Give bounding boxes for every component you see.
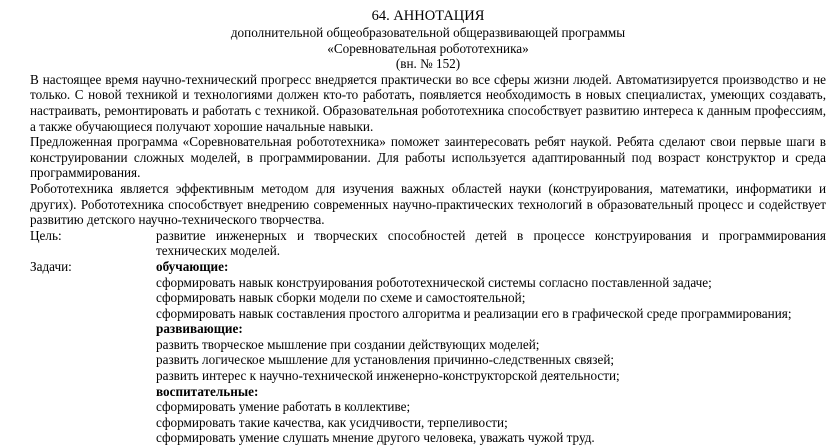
goal-text: развитие инженерных и творческих способностей детей в процессе конструирования и программирования технических моделей. <box>156 227 826 259</box>
program-number: (вн. № 152) <box>395 56 461 72</box>
task-item: сформировать навык составления простого алгоритма и реализации его в графической среде программирования; <box>156 305 792 321</box>
task-item: развить творческое мышление при создании действующих моделей; <box>156 336 540 352</box>
tasks-row <box>30 259 826 446</box>
program-type: дополнительной общеобразовательной общеразвивающей программы <box>230 25 626 40</box>
task-item: сформировать умение слушать мнение другого человека, уважать чужой труд. <box>156 430 595 446</box>
goal-row <box>30 228 826 259</box>
task-group-heading: развивающие: <box>156 321 243 337</box>
paragraph-intro: В настоящее время научно-технический прогресс внедряется практически во все сферы жизни людей. Автоматизируется производство и не только. С новой техникой и технологиями должен кто-то работать, появляется необходимость в новых специалистах, умеющих создавать, настраивать, ремонтировать и работать с техникой. Образовательная робототехника способствует развитию интереса к данным профессиям, а также обучающиеся получают хорошие начальные навыки. <box>30 71 826 134</box>
task-item: развить интерес к научно-технической инженерно-конструкторской деятельности; <box>156 368 620 384</box>
task-item: сформировать навык сборки модели по схеме и самостоятельной; <box>156 290 526 306</box>
tasks-list <box>156 259 826 446</box>
task-item: сформировать умение работать в коллективе; <box>156 399 411 415</box>
document-title: 64. АННОТАЦИЯ <box>371 8 485 24</box>
paragraph-robotics: Робототехника является эффективным методом для изучения важных областей науки (конструирования, математики, информатики и других). Робототехника способствует внедрению современных научно-практических технологий в образовательный процесс и содействует развитию детского научно-технического творчества. <box>30 180 826 228</box>
goal-label: Цель: <box>30 227 62 243</box>
program-name: «Соревновательная робототехника» <box>327 40 529 56</box>
paragraph-program: Предложенная программа «Соревновательная робототехника» поможет заинтересовать ребят наукой. Ребята сделают свои первые шаги в конструировании сложных моделей, в программировании. Для работы используется адаптированный под возраст конструктор и среда программирования. <box>30 134 826 181</box>
task-item: сформировать навык конструирования робототехнической системы согласно поставленной задаче; <box>156 274 712 290</box>
task-group-heading: обучающие: <box>156 258 229 274</box>
task-item: развить логическое мышление для установления причинно-следственных связей; <box>156 352 615 368</box>
tasks-label: Задачи: <box>30 258 72 274</box>
task-group-heading: воспитательные: <box>156 383 259 399</box>
task-item: сформировать такие качества, как усидчивости, терпеливости; <box>156 414 508 430</box>
